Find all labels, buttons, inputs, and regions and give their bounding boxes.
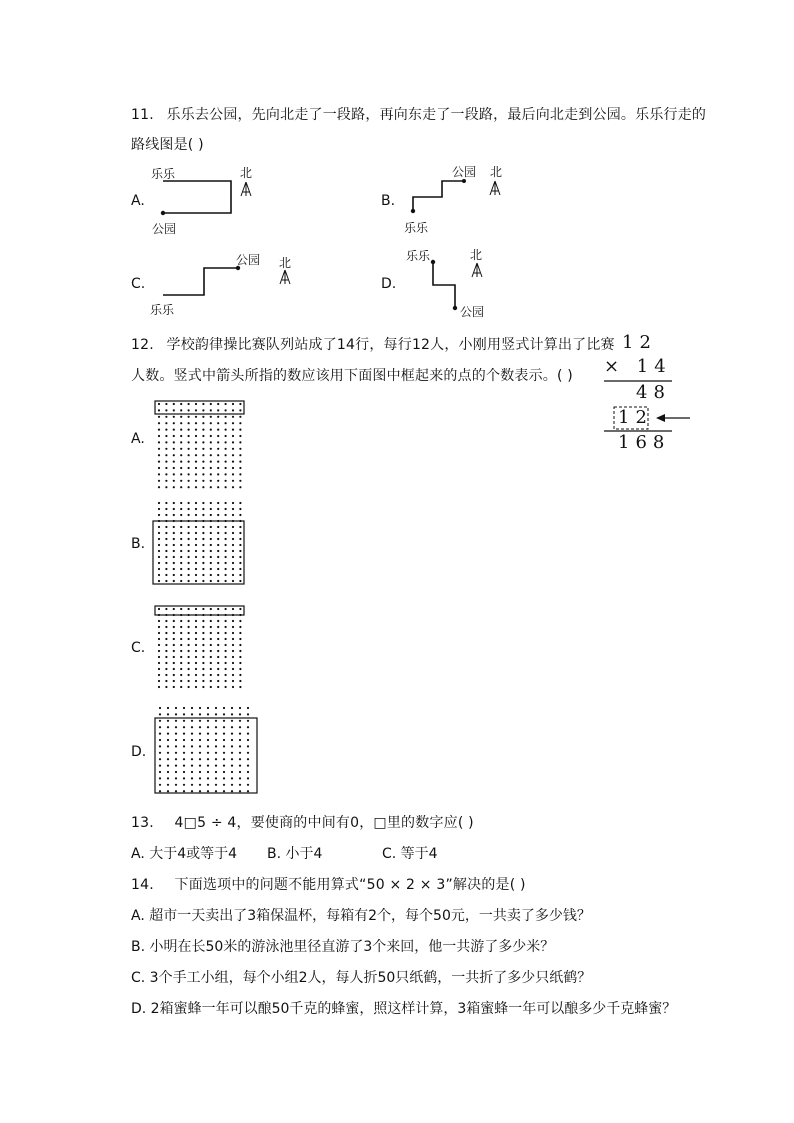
q11-a-start: 乐乐 — [151, 167, 176, 181]
q14-option-c[interactable]: C. 3个手工小组，每个小组2人，每人折50只纸鹤，一共折了多少只纸鹤？ — [131, 970, 592, 986]
q11-d-north: 北 — [470, 248, 483, 262]
q11-stem-1: 乐乐去公园，先向北走了一段路，再向东走了一段路，最后向北走到公园。乐乐行走的 — [166, 107, 707, 123]
q11-option-d-letter[interactable]: D. — [381, 276, 397, 292]
q11-c-start: 乐乐 — [150, 303, 175, 317]
q12-option-d[interactable]: D. — [131, 744, 147, 760]
q14-stem: 下面选项中的问题不能用算式“50 × 2 × 3”解决的是( ) — [174, 877, 526, 893]
q13-option-b[interactable]: B. 小于4 — [267, 846, 323, 862]
q11-d-end: 公园 — [460, 305, 485, 319]
q11-option-c-letter[interactable]: C. — [131, 276, 146, 292]
q11-d-start: 乐乐 — [406, 249, 431, 263]
q14-option-b[interactable]: B. 小明在长50米的游泳池里径直游了3个来回，他一共游了多少米？ — [131, 939, 555, 955]
calc-row-3: 48 — [636, 382, 671, 403]
calc-row-5: 168 — [618, 432, 671, 453]
q13-number: 13. — [131, 815, 154, 831]
q11-a-north: 北 — [240, 166, 253, 180]
q11-a-end: 公园 — [152, 222, 177, 236]
q12-stem-1: 学校韵律操比赛队列站成了14行，每行12人，小刚用竖式计算出了比赛 — [166, 337, 615, 353]
q12-option-a[interactable]: A. — [131, 431, 145, 447]
q11-b-north: 北 — [490, 165, 503, 179]
q12-stem-2: 人数。竖式中箭头所指的数应该用下面图中框起来的点的个数表示。( ) — [131, 368, 573, 384]
q13-stem: 4□5 ÷ 4，要使商的中间有0，□里的数字应( ) — [174, 815, 474, 831]
q11-stem-2: 路线图是( ) — [131, 137, 204, 153]
q11-option-b-letter[interactable]: B. — [381, 193, 396, 209]
q11-c-north: 北 — [279, 256, 292, 270]
q14-option-d[interactable]: D. 2箱蜜蜂一年可以酿50千克的蜂蜜，照这样计算，3箱蜜蜂一年可以酿多少千克蜂蜜？ — [131, 1001, 677, 1017]
q13-option-c[interactable]: C. 等于4 — [382, 846, 438, 862]
q12-option-c[interactable]: C. — [131, 640, 146, 656]
q11-c-end: 公园 — [236, 253, 261, 267]
q13-line — [131, 812, 474, 832]
calc-row-4: 12 — [618, 407, 653, 428]
calc-row-1: 12 — [622, 332, 657, 353]
q14-option-a[interactable]: A. 超市一天卖出了3箱保温杯，每箱有2个，每个50元，一共卖了多少钱？ — [131, 908, 591, 924]
q11-b-start: 乐乐 — [404, 221, 429, 235]
q12-option-b[interactable]: B. — [131, 536, 146, 552]
q11-number: 11. — [131, 107, 154, 123]
q12-number: 12. — [131, 337, 154, 353]
q11-b-end: 公园 — [452, 165, 477, 179]
q14-line — [131, 874, 526, 894]
q11-option-a-letter[interactable]: A. — [131, 193, 145, 209]
q14-number: 14. — [131, 877, 154, 893]
q13-option-a[interactable]: A. 大于4或等于4 — [131, 846, 238, 862]
calc-row-2: × 14 — [604, 356, 672, 377]
